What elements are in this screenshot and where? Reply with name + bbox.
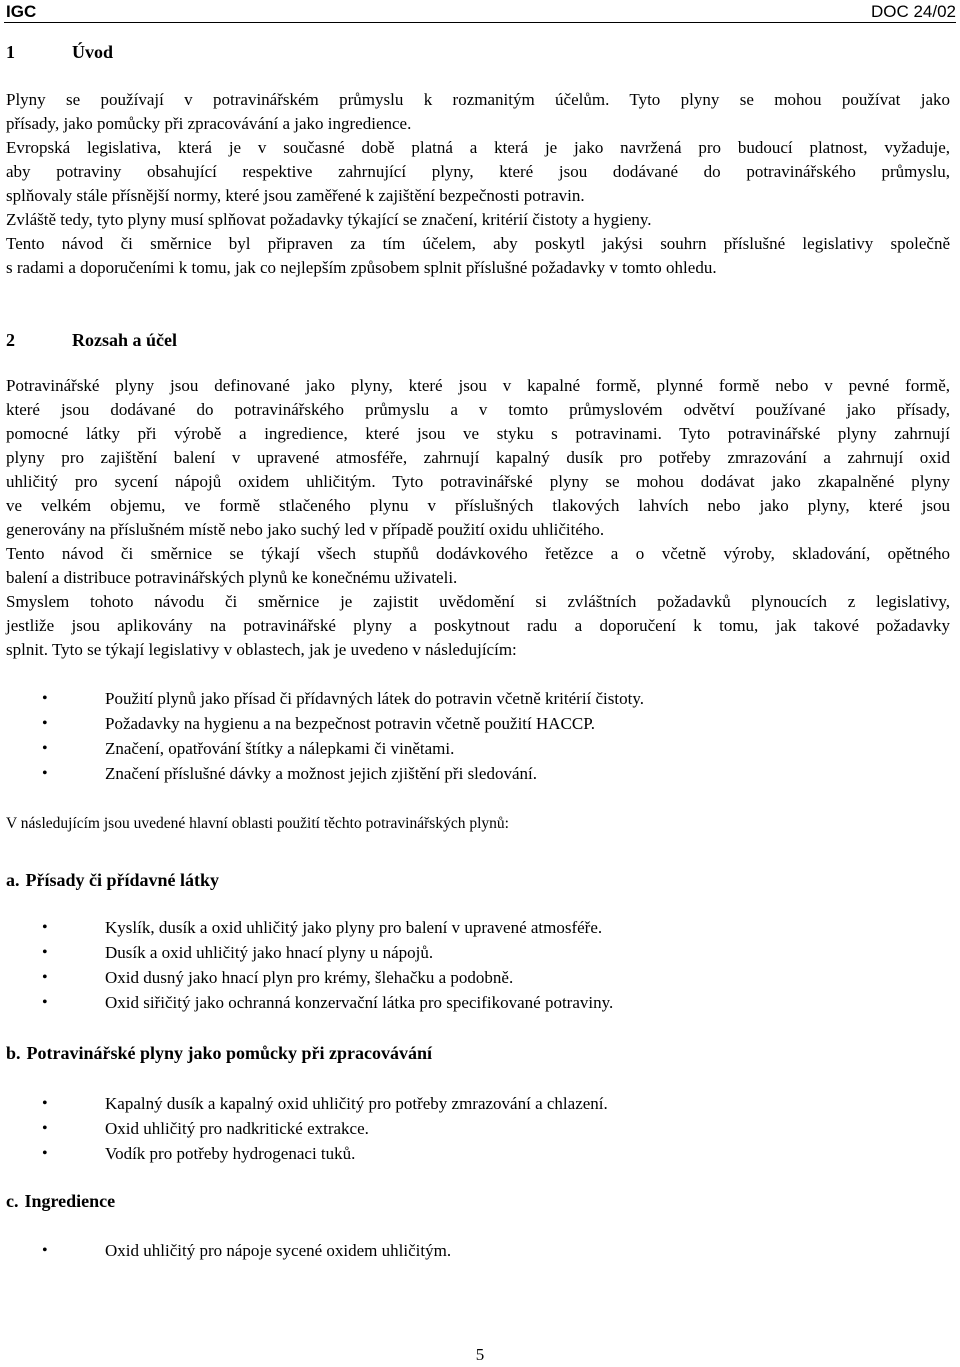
subsection-c-heading — [6, 1189, 115, 1213]
subsection-title: Přísady či přídavné látky — [25, 870, 220, 890]
text-line: Evropská legislativa, která je v současné době platná a která je jako navržená pro budoucí platnost, vyžaduje, — [6, 138, 950, 157]
subsection-label: a. — [6, 870, 20, 890]
text-line: s radami a doporučeními k tomu, jak co nejlepším způsobem splnit příslušné požadavky v tomto ohledu. — [6, 258, 717, 277]
list-item-text: Požadavky na hygienu a na bezpečnost potravin včetně použití HACCP. — [105, 714, 596, 733]
list-item-text: Značení, opatřování štítky a nálepkami či vinětami. — [105, 739, 455, 758]
list-item — [6, 915, 950, 940]
text-line: ve velkém objemu, ve formě stlačeného plynu v příslušných tlakových lahvích nebo jako plyny, které jsou — [6, 496, 950, 515]
paragraph — [6, 374, 950, 542]
text-line: Potravinářské plyny jsou definované jako plyny, které jsou v kapalné formě, plynné formě nebo v pevné formě, — [6, 376, 950, 395]
list-item-text: Značení příslušné dávky a možnost jejich zjištění při sledování. — [105, 764, 537, 783]
list-item — [6, 1141, 950, 1166]
paragraph — [6, 590, 950, 662]
list-item-text: Dusík a oxid uhličitý jako hnací plyny u nápojů. — [105, 943, 434, 962]
text-line: Tento návod či směrnice byl připraven za tím účelem, aby poskytl jakýsi souhrn příslušné legislativy společně — [6, 234, 950, 253]
header-org: IGC — [6, 2, 37, 21]
list-item — [6, 990, 950, 1015]
text-line: Tento návod či směrnice se týkají všech stupňů dodávkového řetězce a o včetně výroby, skladování, opětného — [6, 544, 950, 563]
paragraph — [6, 542, 950, 590]
subsection-title: Ingredience — [24, 1191, 116, 1211]
list-item-text: Kyslík, dusík a oxid uhličitý jako plyny pro balení v upravené atmosféře. — [105, 918, 603, 937]
text-line: Smyslem tohoto návodu či směrnice je zajistit uvědomění si zvláštních požadavků plynoucích z legislativy, — [6, 592, 950, 611]
list-item-text: Kapalný dusík a kapalný oxid uhličitý pro potřeby zmrazování a chlazení. — [105, 1094, 608, 1113]
paragraph — [6, 232, 950, 280]
list-item — [6, 1091, 950, 1116]
text-line: které jsou dodávané do potravinářského průmyslu a v tomto průmyslovém odvětví používané jako přísady, — [6, 400, 950, 419]
bullet-list — [6, 1238, 950, 1263]
list-item — [6, 1238, 950, 1263]
section-title: Úvod — [72, 42, 114, 62]
subsection-label: b. — [6, 1043, 21, 1063]
list-item-text: Oxid dusný jako hnací plyn pro krémy, šlehačku a podobně. — [105, 968, 514, 987]
text-line: splnit. Tyto se týkají legislativy v oblastech, jak je uvedeno v následujícím: — [6, 640, 517, 659]
list-item — [6, 736, 950, 761]
text-line: plyny pro zajištění balení v upravené atmosféře, zahrnují kapalný dusík pro potřeby zmrazování a zahrnují oxid — [6, 448, 950, 467]
text-line: uhličitý pro sycení nápojů oxidem uhličitým. Tyto potravinářské plyny se mohou dodávat jako zkapalněné plyny — [6, 472, 950, 491]
bullet-icon: • — [42, 740, 48, 757]
bullet-icon: • — [42, 1120, 48, 1137]
text-line: přísady, jako pomůcky při zpracovávání a jako ingredience. — [6, 114, 412, 133]
paragraph — [6, 88, 950, 136]
text-line: generovány na příslušném místě nebo jako suchý led v případě použití oxidu uhličitého. — [6, 520, 605, 539]
list-item — [6, 761, 950, 786]
text-line: aby potraviny obsahující respektive zahrnující plyny, které jsou dodávané do potravinářského průmyslu, — [6, 162, 950, 181]
text-line: pomocné látky při výrobě a ingredience, které jsou ve styku s potravinami. Tyto potravinářské plyny zahrnují — [6, 424, 950, 443]
bullet-icon: • — [42, 944, 48, 961]
bullet-list — [6, 686, 950, 786]
text-line: Zvláště tedy, tyto plyny musí splňovat požadavky týkající se značení, kritérií čistoty a hygieny. — [6, 210, 652, 229]
list-item — [6, 686, 950, 711]
list-item-text: Vodík pro potřeby hydrogenaci tuků. — [105, 1144, 356, 1163]
bullet-icon: • — [42, 969, 48, 986]
section-title: Rozsah a účel — [72, 330, 177, 350]
bullet-list — [6, 915, 950, 1015]
list-item-text: Oxid siřičitý jako ochranná konzervační látka pro specifikované potraviny. — [105, 993, 614, 1012]
text-line: Plyny se používají v potravinářském průmyslu k rozmanitým účelům. Tyto plyny se mohou používat jako — [6, 90, 950, 109]
list-item-text: Oxid uhličitý pro nápoje sycené oxidem uhličitým. — [105, 1241, 452, 1260]
bullet-icon: • — [42, 765, 48, 782]
bullet-icon: • — [42, 919, 48, 936]
list-item — [6, 1116, 950, 1141]
bullet-icon: • — [42, 1145, 48, 1162]
text-line: balení a distribuce potravinářských plynů ke konečnému uživateli. — [6, 568, 458, 587]
subsection-b-heading — [6, 1041, 432, 1065]
list-item — [6, 965, 950, 990]
section-number: 2 — [6, 330, 15, 350]
paragraph — [6, 136, 950, 232]
subsection-title: Potravinářské plyny jako pomůcky při zpracovávání — [26, 1043, 433, 1063]
list-item — [6, 711, 950, 736]
list-item-text: Použití plynů jako přísad či přídavných látek do potravin včetně kritérií čistoty. — [105, 689, 644, 708]
page-header — [4, 0, 956, 23]
subsection-a-heading — [6, 868, 219, 892]
header-doc-id: DOC 24/02 — [870, 2, 956, 21]
bullet-list — [6, 1091, 950, 1166]
bullet-icon: • — [42, 1242, 48, 1259]
page-number: 5 — [475, 1345, 485, 1364]
section-number: 1 — [6, 42, 15, 62]
subsection-label: c. — [6, 1191, 19, 1211]
bullet-icon: • — [42, 715, 48, 732]
list-item — [6, 940, 950, 965]
text-line: jestliže jsou aplikovány na potravinářské plyny a poskytnout radu a doporučení k tomu, jak takové požadavky — [6, 616, 950, 635]
bullet-icon: • — [42, 1095, 48, 1112]
list-item-text: Oxid uhličitý pro nadkritické extrakce. — [105, 1119, 369, 1138]
text-line: splňovaly stále přísnější normy, které jsou zaměřené k zajištění bezpečnosti potravin. — [6, 186, 585, 205]
bullet-icon: • — [42, 994, 48, 1011]
intro-note: V následujícím jsou uvedené hlavní oblasti použití těchto potravinářských plynů: — [6, 815, 509, 832]
bullet-icon: • — [42, 690, 48, 707]
